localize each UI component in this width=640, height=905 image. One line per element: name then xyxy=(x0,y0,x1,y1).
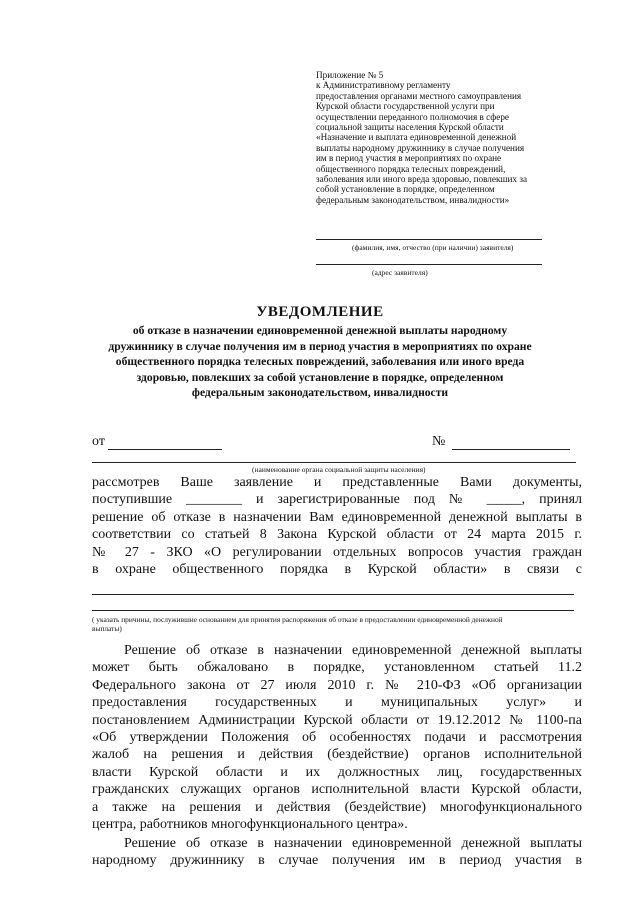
notice-title: УВЕДОМЛЕНИЕ xyxy=(256,304,384,320)
paragraph-line: в охране общественного порядка в Курской области» в связи с xyxy=(92,562,582,578)
paragraph-line: Решение об отказе в назначении единовременной денежной выплаты xyxy=(124,836,582,851)
paragraph-line: центра, работников многофункционального центра». xyxy=(92,817,408,833)
reason-caption-line: выплаты) xyxy=(92,624,122,633)
appendix-line: к Административному регламенту xyxy=(316,80,451,91)
appendix-line: Курской области государственной услуги при xyxy=(316,101,495,112)
appendix-line: социальной защиты населения Курской области xyxy=(316,122,504,133)
subtitle-line: общественного порядка телесных повреждений, заболевания или иного вреда xyxy=(115,355,525,369)
appendix-line: «Назначение и выплата единовременной денежной xyxy=(316,132,517,143)
applicant-name-line xyxy=(316,239,542,240)
reason-caption xyxy=(92,615,582,633)
paragraph-line: № 27 - ЗКО «О регулировании отдельных вопросов участия граждан xyxy=(92,544,582,560)
appendix-line: заболевания или иного вреда здоровью, повлекших за xyxy=(316,174,528,185)
paragraph-line: гражданских служащих органов исполнительной власти Курской области, xyxy=(92,782,582,798)
appendix-line: осуществлении переданного полномочия в сфере xyxy=(316,111,509,122)
paragraph-line: постановлением Администрации Курской области от 19.12.2012 № 1100-па xyxy=(92,712,582,728)
subtitle-line: здоровью, повлекших за собой установление в порядке, определенном xyxy=(136,370,504,384)
from-label: от xyxy=(92,434,105,449)
appendix-line: Приложение № 5 xyxy=(316,70,384,80)
appendix-line: им в период участия в мероприятиях по охране xyxy=(316,153,502,164)
applicant-address-caption: (адрес заявителя) xyxy=(372,268,428,277)
applicant-address-line xyxy=(316,264,542,265)
paragraph-appeal xyxy=(92,642,582,833)
paragraph-line: Федерального закона от 27 июля 2010 г. № 210-ФЗ «Об организации xyxy=(92,677,582,693)
paragraph-line: может быть обжаловано в порядке, установленном статьей 11.2 xyxy=(92,660,582,676)
appendix-line: предоставления органами местного самоуправления xyxy=(316,90,522,101)
notice-subtitle xyxy=(80,323,560,401)
appendix-line: выплаты народному дружиннику в случае получения xyxy=(316,142,525,153)
paragraph-closing xyxy=(92,835,582,870)
paragraph-line: жалоб на решения и действия (бездействие) органов исполнительной xyxy=(92,747,582,763)
paragraph-line: власти Курской области и их должностных лиц, государственных xyxy=(92,764,582,780)
appendix-block xyxy=(316,70,578,205)
paragraph-line: а также на решения и действия (бездействие) многофункционального xyxy=(92,799,582,815)
applicant-name-caption: (фамилия, имя, отчество (при наличии) заявителя) xyxy=(352,243,514,252)
organ-name-line[interactable] xyxy=(92,462,576,463)
paragraph-line: народному дружиннику в случае получения им в период участия в xyxy=(92,853,582,869)
paragraph-line: решение об отказе в назначении Вам единовременной денежной выплаты в xyxy=(92,509,582,525)
paragraph-decision xyxy=(92,474,582,578)
reason-caption-line: ( указать причины, послужившие основанием для принятия распоряжения об отказе в предоставлении единовременной денежной xyxy=(92,615,503,624)
organ-caption: (наименование органа социальной защиты населения) xyxy=(252,465,426,474)
subtitle-line: дружиннику в случае получения им в период участия в мероприятиях по охране xyxy=(108,339,532,353)
paragraph-line: предоставления государственных и муниципальных услуг» и xyxy=(92,695,582,711)
subtitle-line: об отказе в назначении единовременной денежной выплаты народному xyxy=(132,324,508,337)
paragraph-line: поступившие ________ и зарегистрированные под № _____, принял xyxy=(92,492,582,508)
number-label: № xyxy=(432,434,446,449)
appendix-line: федеральным законодательством, инвалидности» xyxy=(316,194,510,205)
paragraph-line: соответствии со статьей 8 Закона Курской области от 24 марта 2015 г. xyxy=(92,527,582,543)
appendix-line: собой установление в порядке, определенном xyxy=(316,184,495,195)
paragraph-line: «Об утверждении Положения об особенностях подачи и рассмотрения xyxy=(92,730,582,746)
paragraph-line: Решение об отказе в назначении единовременной денежной выплаты xyxy=(124,643,582,658)
subtitle-line: федеральным законодательством, инвалидности xyxy=(191,386,449,400)
paragraph-line: рассмотрев Ваше заявление и представленные Вами документы, xyxy=(92,475,582,490)
reason-line-1[interactable] xyxy=(92,594,574,595)
appendix-line: общественного порядка телесных повреждений, xyxy=(316,163,506,174)
date-field-line[interactable] xyxy=(108,449,222,450)
number-field-line[interactable] xyxy=(452,449,570,450)
reason-line-2[interactable] xyxy=(92,610,574,611)
